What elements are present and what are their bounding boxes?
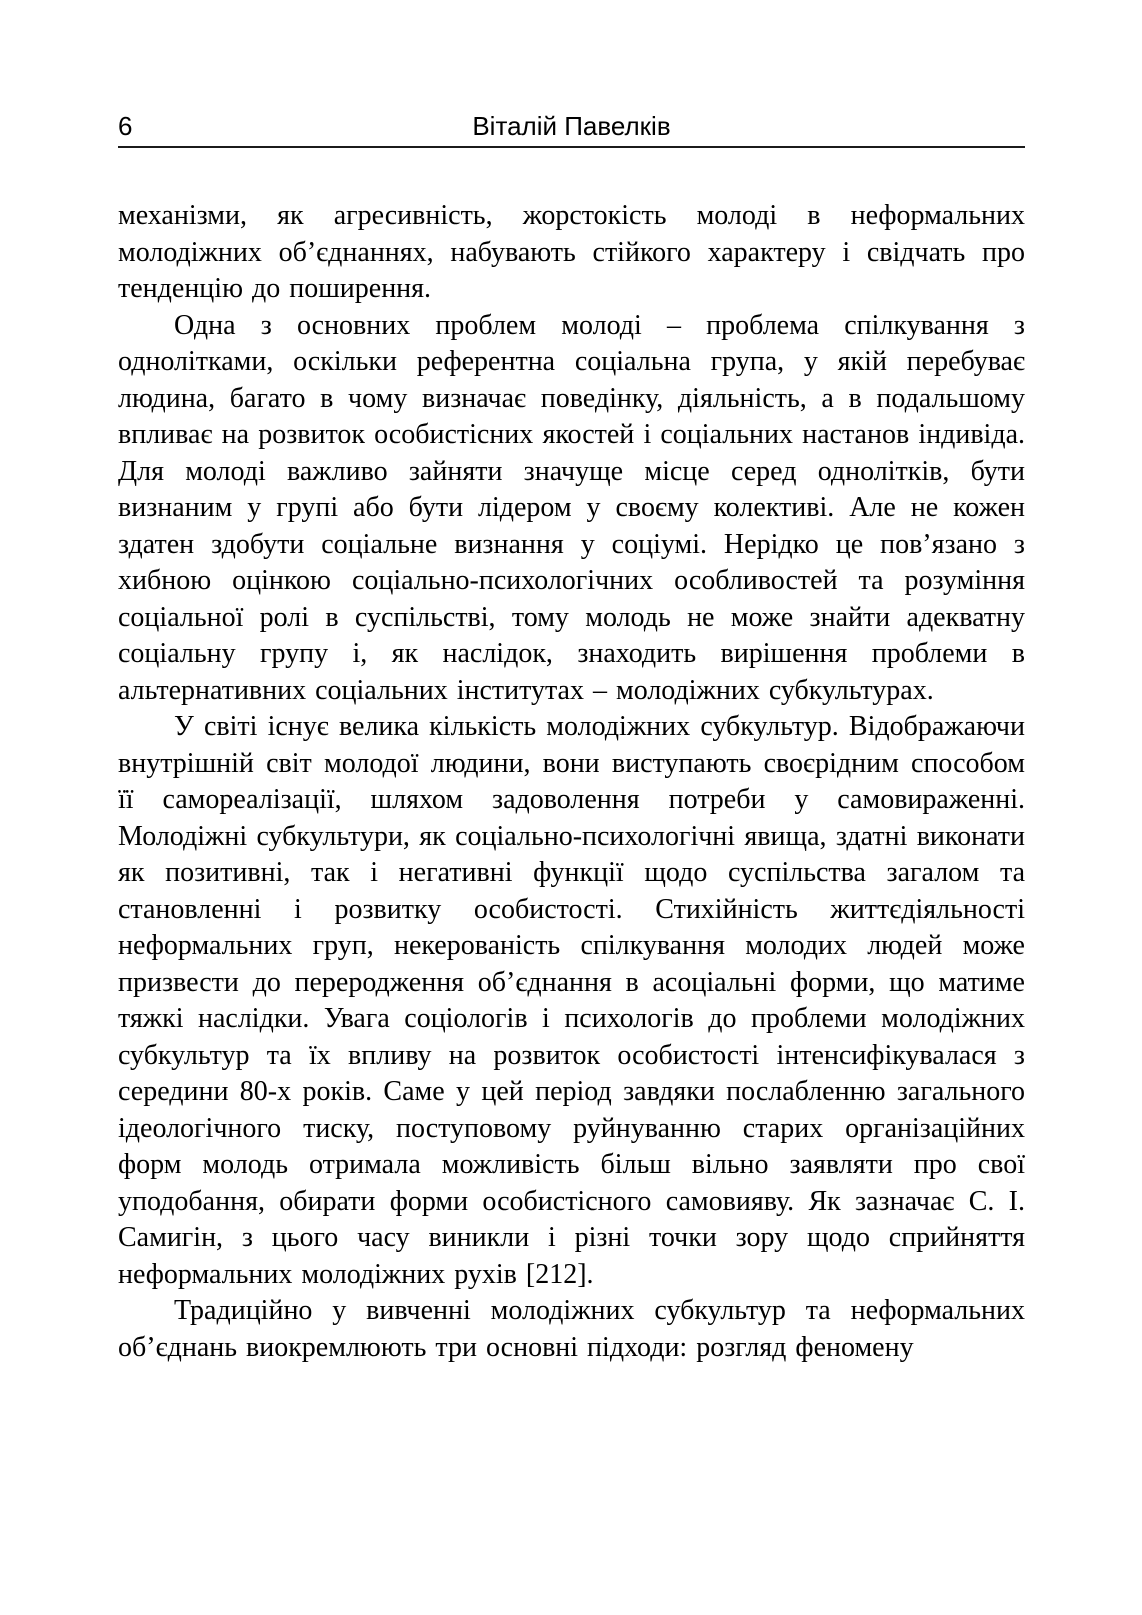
running-header-title: Віталій Павелків — [472, 111, 671, 141]
body-paragraph: механізми, як агресивність, жорстокість молоді в неформальних молодіжних об’єднаннях, набувають стійкого характеру і свідчать про тенденцію до поширення. — [118, 200, 1025, 304]
page-body-text — [118, 198, 1025, 1366]
body-paragraph: Традиційно у вивченні молодіжних субкультур та неформальних об’єднань виокремлюють три основні підходи: розгляд феномену — [118, 1295, 1025, 1363]
running-header — [118, 112, 1025, 148]
page-number: 6 — [118, 111, 133, 141]
body-paragraph: У світі існує велика кількість молодіжних субкультур. Відображаючи внутрішній світ молодої людини, вони виступають своєрідним способом її самореалізації, шляхом задоволення потреби у самовираженні. Молодіжні субкультури, як соціально-психологічні явища, здатні виконати як позитивні, так і негативні функції щодо суспільства загалом та становленні і розвитку особистості. Стихійність життєдіяльності неформальних груп, некерованість спілкування молодих людей може призвести до переродження об’єднання в асоціальні форми, що матиме тяжкі наслідки. Увага соціологів і психологів до проблеми молодіжних субкультур та їх впливу на розвиток особистості інтенсифікувалася з середини 80-х років. Саме у цей період завдяки послабленню загального ідеологічного тиску, поступовому руйнуванню старих організаційних форм молодь отримала можливість більш вільно заявляти про свої уподобання, обирати форми особистісного самовияву. Як зазначає С. І. Самигін, з цього часу виникли і різні точки зору щодо сприйняття неформальних молодіжних рухів [212]. — [118, 711, 1025, 1290]
body-paragraph: Одна з основних проблем молоді – проблема спілкування з однолітками, оскільки референтна соціальна група, у якій перебуває людина, багато в чому визначає поведінку, діяльність, а в подальшому впливає на розвиток особистісних якостей і соціальних настанов індивіда. Для молоді важливо зайняти значуще місце серед однолітків, бути визнаним у групі або бути лідером у своєму колективі. Але не кожен здатен здобути соціальне визнання у соціумі. Нерідко це пов’язано з хибною оцінкою соціально-психологічних особливостей та розуміння соціальної ролі в суспільстві, тому молодь не може знайти адекватну соціальну групу і, як наслідок, знаходить вирішення проблеми в альтернативних соціальних інститутах – молодіжних субкультурах. — [118, 309, 1025, 706]
